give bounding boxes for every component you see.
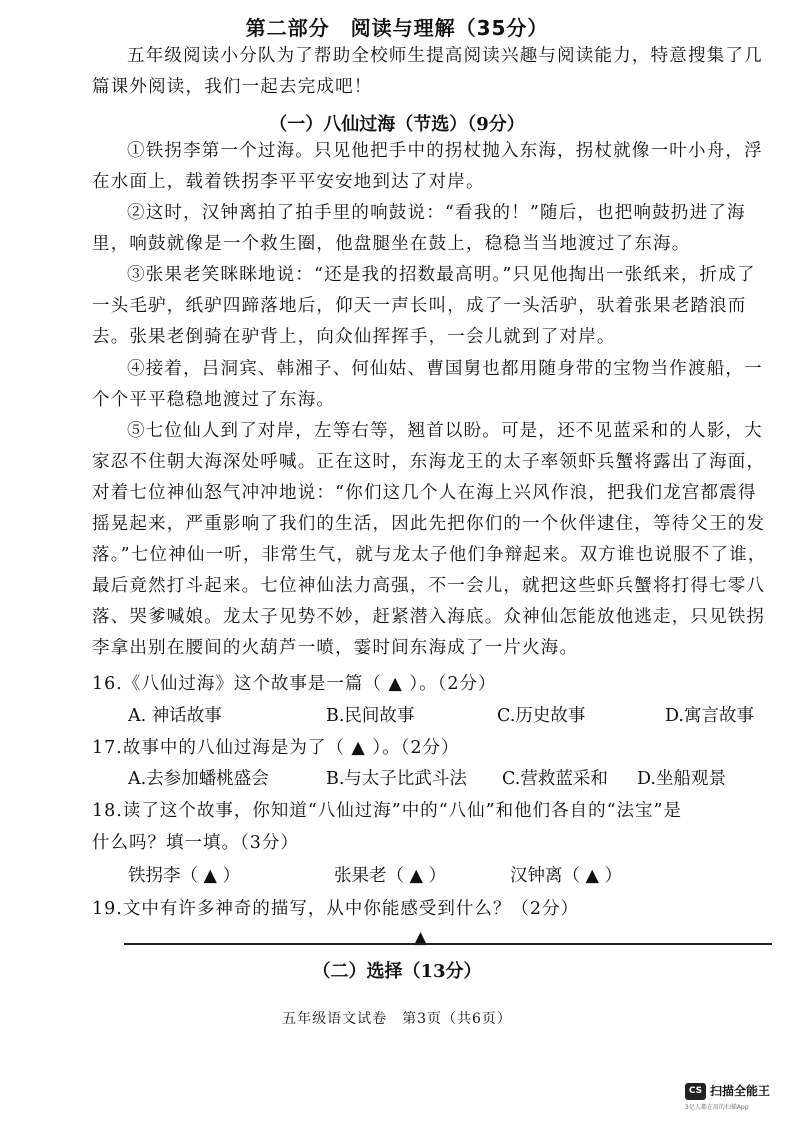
option-b: B.与太子比武斗法: [326, 769, 467, 789]
watermark-tagline: 3亿人都在用的扫描App: [685, 1104, 749, 1111]
camscanner-logo-icon: CS: [685, 1083, 706, 1100]
blank-tieguaili: 铁拐李（ ▲ ）: [128, 866, 241, 886]
passage-paragraph-1: ①铁拐李第一个过海。只见他把手中的拐杖抛入东海，拐杖就像一叶小舟，浮在水面上，载着铁拐李平平安安地到达了对岸。: [92, 141, 763, 192]
question-16: 16.《八仙过海》这个故事是一篇（ ▲ ）。（2分）: [92, 674, 497, 694]
option-c: C.历史故事: [497, 706, 586, 726]
scanner-watermark: [685, 1083, 785, 1113]
passage-title: （一）八仙过海（节选）（9分）: [269, 114, 525, 135]
question-18-line-2: 什么吗？填一填。（3分）: [92, 833, 299, 853]
section-title: 第二部分 阅读与理解（35分）: [245, 16, 549, 40]
option-d: D.坐船观景: [637, 769, 726, 789]
option-a: A. 神话故事: [128, 706, 222, 726]
intro-paragraph: 五年级阅读小分队为了帮助全校师生提高阅读兴趣与阅读能力，特意搜集了几篇课外阅读，我们一起去完成吧！: [92, 46, 763, 97]
answer-line: [124, 943, 772, 945]
passage-paragraph-3: ③张果老笑眯眯地说：“还是我的招数最高明。”只见他掏出一张纸来，折成了一头毛驴，纸驴四蹄落地后，仰天一声长叫，成了一头活驴，驮着张果老踏浪而去。张果老倒骑在驴背上，向众仙挥挥手，一会儿就到了对岸。: [92, 265, 756, 347]
passage-paragraph-4: ④接着，吕洞宾、韩湘子、何仙姑、曹国舅也都用随身带的宝物当作渡船，一个个平平稳稳地渡过了东海。: [92, 359, 763, 410]
page-footer: 五年级语文试卷 第3页（共6页）: [282, 1011, 512, 1027]
question-18-line-1: 18.读了这个故事，你知道“八仙过海”中的“八仙”和他们各自的“法宝”是: [92, 801, 683, 821]
passage-paragraph-5: ⑤七位仙人到了对岸，左等右等，翘首以盼。可是，还不见蓝采和的人影，大家忍不住朝大海深处呼喊。正在这时，东海龙王的太子率领虾兵蟹将露出了海面，对着七位神仙怒气冲冲地说：“你们这几个人在海上兴风作浪，把我们龙宫都震得摇晃起来，严重影响了我们的生活，因此先把你们的一个伙伴逮住，等待父王的发落。”七位神仙一听，非常生气，就与龙太子他们争辩起来。双方谁也说服不了谁，最后竟然打斗起来。七位神仙法力高强，不一会儿，就把这些虾兵蟹将打得七零八落、哭爹喊娘。龙太子见势不妙，赶紧潜入海底。众神仙怎能放他逃走，只见铁拐李拿出别在腰间的火葫芦一喷，霎时间东海成了一片火海。: [92, 421, 767, 658]
question-17: 17.故事中的八仙过海是为了（ ▲ ）。（2分）: [92, 738, 460, 758]
answer-marker-icon: ▲: [414, 928, 428, 948]
option-a: A.去参加蟠桃盛会: [128, 769, 269, 789]
watermark-name: 扫描全能王: [710, 1084, 771, 1098]
next-section-title: （二）选择（13分）: [312, 961, 482, 982]
question-19: 19.文中有许多神奇的描写，从中你能感受到什么？（2分）: [92, 899, 579, 919]
blank-hanzhongli: 汉钟离（ ▲ ）: [510, 866, 623, 886]
option-b: B.民间故事: [326, 706, 415, 726]
passage-paragraph-2: ②这时，汉钟离拍了拍手里的响鼓说：“看我的！”随后，也把响鼓扔进了海里，响鼓就像是一个救生圈，他盘腿坐在鼓上，稳稳当当地渡过了东海。: [92, 203, 746, 254]
blank-zhangguolao: 张果老（ ▲ ）: [334, 866, 447, 886]
option-c: C.营救蓝采和: [502, 769, 608, 789]
option-d: D.寓言故事: [665, 706, 754, 726]
